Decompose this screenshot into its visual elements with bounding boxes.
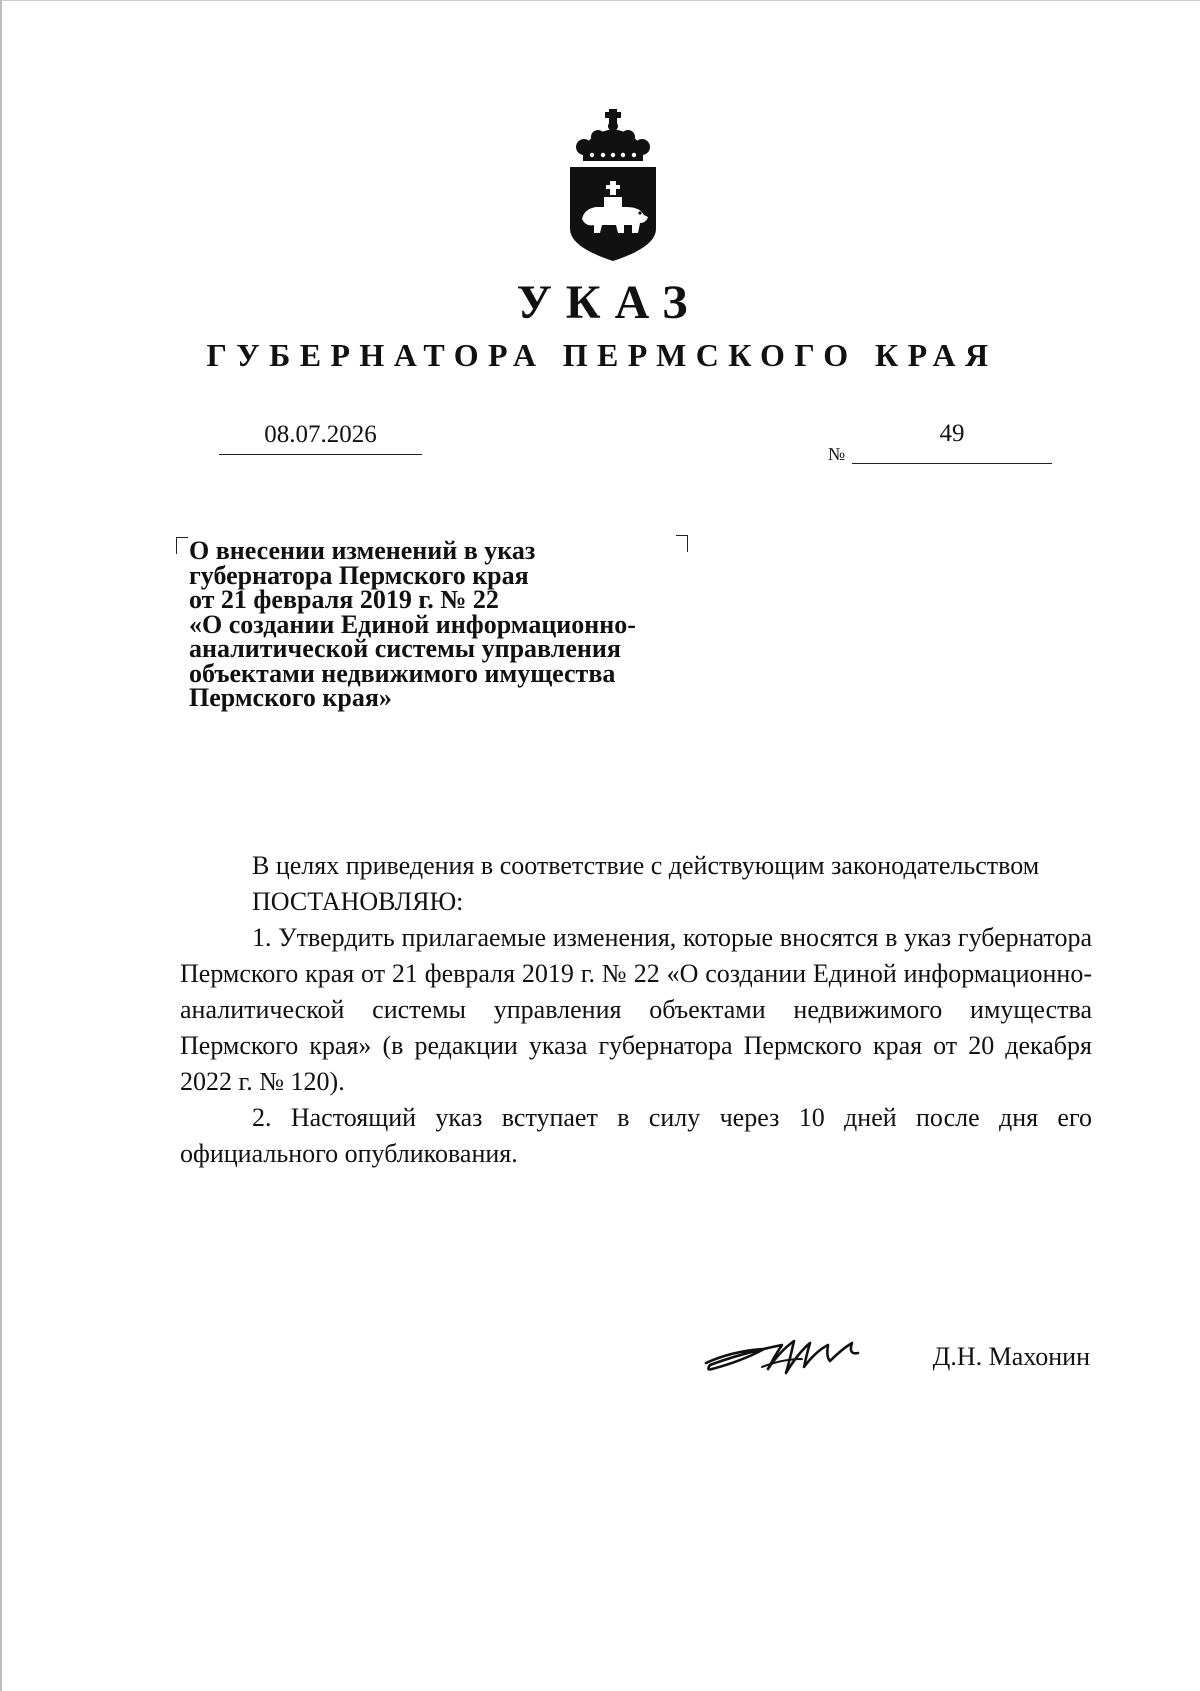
- heading-line: О внесении изменений в указ: [189, 536, 536, 565]
- date-underline: [219, 454, 422, 455]
- document-issuer: ГУБЕРНАТОРА ПЕРМСКОГО КРАЯ: [206, 337, 998, 373]
- perm-krai-coat-of-arms-icon: [568, 109, 658, 261]
- handwritten-signature-icon: [702, 1323, 872, 1385]
- preamble-paragraph: В целях приведения в соответствие с действующим законодательством: [252, 851, 1040, 880]
- heading-line: губернатора Пермского края: [189, 560, 529, 590]
- heading-line: «О создании Единой информационно-: [189, 609, 636, 639]
- decree-item: 1. Утвердить прилагаемые изменения, которые вносятся в указ губернатора Пермского края от 21 февраля 2019 г. № 22 «О создании Единой информационно-аналитической системы управления объектами недвижимого имущества Пермского края» (в редакции указа губернатора Пермского края от 20 декабря 2022 г. № 120).: [180, 923, 1092, 1096]
- heading-bracket-left: [176, 537, 188, 554]
- document-heading: [189, 536, 709, 712]
- heading-line: аналитической системы управления: [189, 634, 621, 663]
- heading-line: Пермского края»: [189, 683, 392, 712]
- document-body: [180, 848, 1092, 1172]
- decree-item: 2. Настоящий указ вступает в силу через 10 дней после дня его официального опубликования.: [180, 1103, 1092, 1168]
- document-date: 08.07.2026: [264, 421, 377, 448]
- signer-name: Д.Н. Махонин: [932, 1342, 1090, 1371]
- document-number: 49: [939, 420, 965, 447]
- decree-word: ПОСТАНОВЛЯЮ:: [252, 887, 464, 916]
- number-sign: №: [828, 444, 846, 464]
- document-title: УКАЗ: [516, 276, 702, 329]
- document-date-field: [219, 420, 422, 455]
- number-underline: [852, 463, 1052, 464]
- heading-line: объектами недвижимого имущества: [189, 658, 616, 688]
- heading-line: от 21 февраля 2019 г. № 22: [189, 585, 499, 614]
